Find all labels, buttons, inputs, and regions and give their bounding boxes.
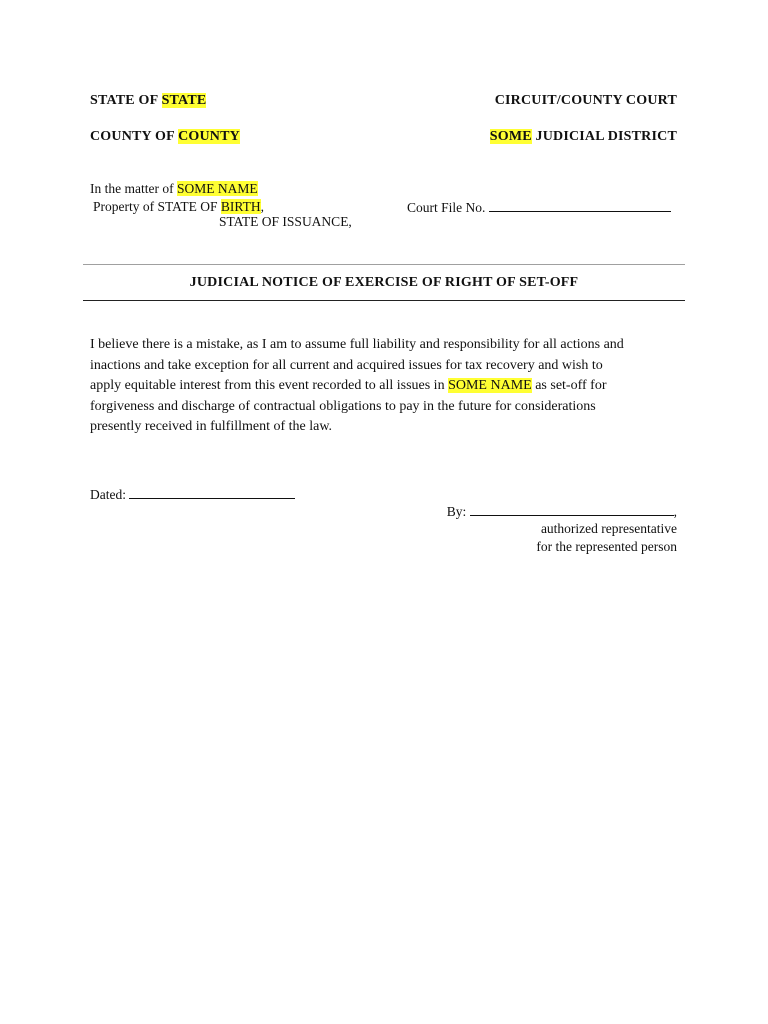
by-line (447, 503, 677, 520)
district-value: SOME (489, 129, 532, 144)
matter-name: SOME NAME (176, 181, 258, 196)
court-file-label: Court File No. (407, 200, 489, 215)
by-comma: , (673, 504, 677, 519)
court-file-line (407, 199, 671, 216)
body-line-1: I believe there is a mistake, as I am to assume full liability and responsibility for all actions and (90, 337, 624, 352)
body-line-3-name: SOME NAME (448, 378, 532, 394)
state-label: STATE OF (90, 93, 162, 108)
county-line (90, 129, 240, 145)
dated-blank (129, 486, 295, 499)
county-label: COUNTY OF (90, 129, 179, 144)
property-comma: , (260, 199, 264, 214)
dated-line (90, 486, 295, 503)
rep-line-1: authorized representative (540, 521, 677, 536)
county-value: COUNTY (178, 129, 240, 144)
property-label: Property of STATE OF (93, 199, 221, 214)
title-rule-bottom (83, 300, 685, 301)
signature-blank (470, 503, 674, 516)
document-title: JUDICIAL NOTICE OF EXERCISE OF RIGHT OF SET-OFF (189, 275, 579, 290)
state-value: STATE (161, 93, 207, 108)
rep-line-2: for the represented person (536, 539, 677, 554)
body-line-5: presently received in fulfillment of the law. (90, 419, 333, 435)
court-name: CIRCUIT/COUNTY COURT (494, 93, 677, 108)
birth-value: BIRTH (220, 199, 261, 214)
body-line-2: inactions and take exception for all current and acquired issues for tax recovery and wish to (90, 357, 603, 373)
state-line (90, 93, 206, 109)
matter-label: In the matter of (90, 181, 177, 196)
dated-label: Dated: (90, 487, 130, 502)
issuance-line: STATE OF ISSUANCE, (219, 214, 352, 229)
body-paragraph (90, 335, 680, 438)
district-line (490, 129, 677, 145)
district-label: JUDICIAL DISTRICT (531, 129, 677, 144)
court-file-blank (489, 199, 671, 212)
body-line-3 (90, 376, 680, 397)
by-label: By: (446, 504, 470, 519)
matter-line (90, 181, 258, 197)
body-line-3-prefix: apply equitable interest from this event recorded to all issues in (90, 378, 449, 394)
title-rule-top (83, 264, 685, 265)
property-line (93, 199, 264, 215)
body-line-4: forgiveness and discharge of contractual obligations to pay in the future for considerations (90, 398, 596, 414)
body-line-3-suffix: as set-off for (531, 378, 607, 394)
